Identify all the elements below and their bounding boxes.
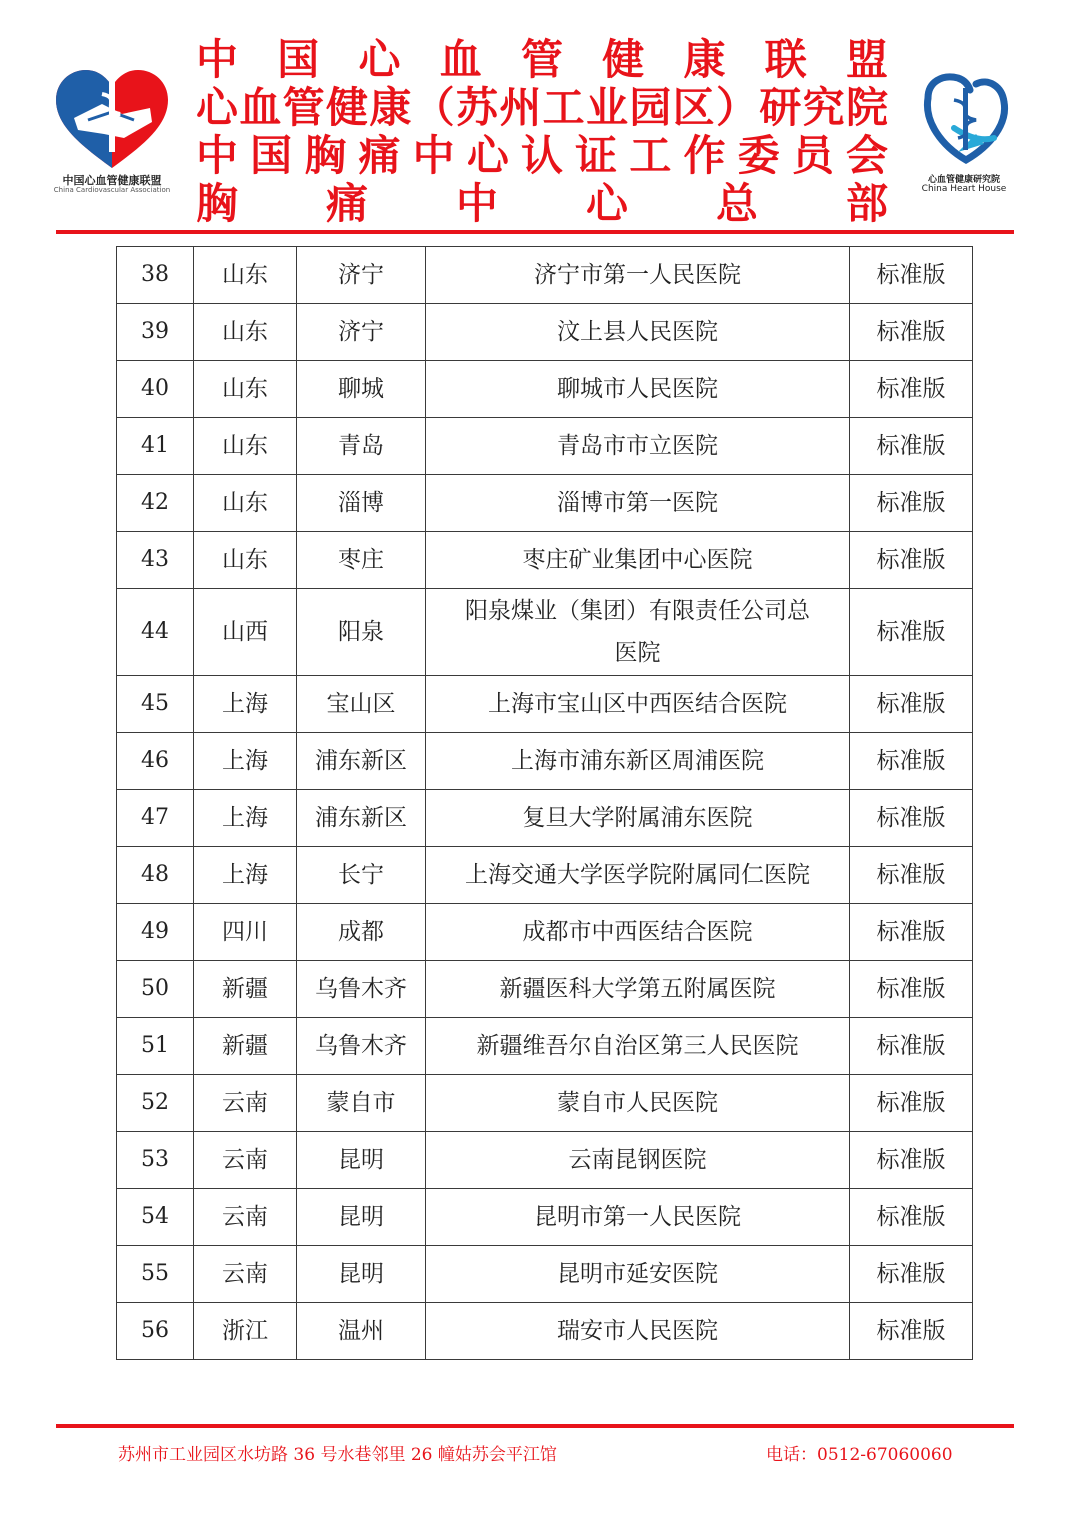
cell-hospital: 蒙自市人民医院	[426, 1075, 850, 1132]
title-line-4: 胸痛中心总部	[196, 180, 888, 228]
cell-province: 云南	[194, 1132, 297, 1189]
cell-hospital: 上海市浦东新区周浦医院	[426, 733, 850, 790]
cell-city: 淄博	[297, 475, 426, 532]
cell-number: 48	[117, 847, 194, 904]
cell-hospital: 枣庄矿业集团中心医院	[426, 532, 850, 589]
cell-city: 济宁	[297, 247, 426, 304]
cell-number: 44	[117, 589, 194, 676]
cell-city: 长宁	[297, 847, 426, 904]
china-heart-house-logo	[914, 72, 1014, 202]
cell-number: 54	[117, 1189, 194, 1246]
cell-city: 宝山区	[297, 676, 426, 733]
heart-handshake-icon	[52, 68, 172, 172]
cell-province: 浙江	[194, 1303, 297, 1360]
cell-number: 46	[117, 733, 194, 790]
cell-version: 标准版	[850, 1246, 973, 1303]
table-row	[117, 589, 973, 676]
cell-number: 50	[117, 961, 194, 1018]
cell-number: 43	[117, 532, 194, 589]
cell-number: 49	[117, 904, 194, 961]
cell-version: 标准版	[850, 904, 973, 961]
cell-number: 55	[117, 1246, 194, 1303]
cell-hospital: 瑞安市人民医院	[426, 1303, 850, 1360]
cell-province: 山东	[194, 532, 297, 589]
footer-red-rule	[56, 1424, 1014, 1428]
title-line-1: 中国心血管健康联盟	[196, 36, 888, 84]
cell-hospital: 汶上县人民医院	[426, 304, 850, 361]
title-line-3: 中国胸痛中心认证工作委员会	[196, 132, 888, 180]
cell-version: 标准版	[850, 532, 973, 589]
table-row	[117, 1303, 973, 1360]
cell-hospital: 济宁市第一人民医院	[426, 247, 850, 304]
cell-number: 42	[117, 475, 194, 532]
logo-left-cn-name: 中国心血管健康联盟	[62, 174, 162, 187]
logo-right-cn-name: 心血管健康研究院	[927, 175, 1000, 185]
cell-hospital: 新疆医科大学第五附属医院	[426, 961, 850, 1018]
cell-number: 38	[117, 247, 194, 304]
cell-province: 山东	[194, 475, 297, 532]
cell-hospital: 云南昆钢医院	[426, 1132, 850, 1189]
heart-caduceus-icon	[914, 72, 1014, 170]
cell-version: 标准版	[850, 676, 973, 733]
cell-version: 标准版	[850, 733, 973, 790]
cell-city: 乌鲁木齐	[297, 1018, 426, 1075]
table-row	[117, 304, 973, 361]
cell-version: 标准版	[850, 1303, 973, 1360]
table-row	[117, 904, 973, 961]
cell-city: 青岛	[297, 418, 426, 475]
cell-version: 标准版	[850, 847, 973, 904]
cell-city: 昆明	[297, 1132, 426, 1189]
table-row	[117, 676, 973, 733]
cell-province: 新疆	[194, 961, 297, 1018]
cell-version: 标准版	[850, 1018, 973, 1075]
table-row	[117, 961, 973, 1018]
cell-version: 标准版	[850, 304, 973, 361]
cell-city: 昆明	[297, 1189, 426, 1246]
cell-province: 山东	[194, 304, 297, 361]
cell-number: 52	[117, 1075, 194, 1132]
cell-province: 云南	[194, 1246, 297, 1303]
china-cardiovascular-association-logo	[52, 68, 172, 198]
cell-version: 标准版	[850, 475, 973, 532]
cell-province: 山东	[194, 418, 297, 475]
cell-version: 标准版	[850, 589, 973, 676]
logo-left-en-name: China Cardiovascular Association	[53, 186, 171, 194]
title-line-2: 心血管健康（苏州工业园区）研究院	[196, 84, 888, 132]
cell-province: 上海	[194, 676, 297, 733]
cell-hospital: 聊城市人民医院	[426, 361, 850, 418]
cell-version: 标准版	[850, 961, 973, 1018]
cell-version: 标准版	[850, 1075, 973, 1132]
cell-city: 浦东新区	[297, 790, 426, 847]
cell-version: 标准版	[850, 418, 973, 475]
footer-address: 苏州市工业园区水坊路 36 号水巷邻里 26 幢姑苏会平江馆	[118, 1445, 557, 1465]
cell-hospital: 昆明市第一人民医院	[426, 1189, 850, 1246]
table-body	[117, 247, 973, 1360]
cell-city: 枣庄	[297, 532, 426, 589]
cell-number: 51	[117, 1018, 194, 1075]
letterhead-titles	[196, 36, 888, 228]
cell-province: 云南	[194, 1189, 297, 1246]
cell-city: 温州	[297, 1303, 426, 1360]
table-row	[117, 1075, 973, 1132]
cell-province: 新疆	[194, 1018, 297, 1075]
cell-number: 53	[117, 1132, 194, 1189]
cell-city: 昆明	[297, 1246, 426, 1303]
cell-hospital: 阳泉煤业（集团）有限责任公司总医院	[426, 589, 850, 676]
table-row	[117, 1246, 973, 1303]
cell-city: 浦东新区	[297, 733, 426, 790]
header-red-rule	[56, 230, 1014, 234]
cell-number: 47	[117, 790, 194, 847]
cell-version: 标准版	[850, 361, 973, 418]
cell-hospital: 昆明市延安医院	[426, 1246, 850, 1303]
cell-hospital: 新疆维吾尔自治区第三人民医院	[426, 1018, 850, 1075]
table-row	[117, 1132, 973, 1189]
cell-province: 云南	[194, 1075, 297, 1132]
cell-province: 上海	[194, 847, 297, 904]
table-row	[117, 1189, 973, 1246]
table-row	[117, 361, 973, 418]
cell-province: 上海	[194, 790, 297, 847]
cell-city: 蒙自市	[297, 1075, 426, 1132]
cell-number: 56	[117, 1303, 194, 1360]
cell-province: 四川	[194, 904, 297, 961]
cell-hospital: 上海市宝山区中西医结合医院	[426, 676, 850, 733]
cell-version: 标准版	[850, 790, 973, 847]
cell-province: 山东	[194, 361, 297, 418]
table-row	[117, 475, 973, 532]
cell-province: 上海	[194, 733, 297, 790]
hospital-list-table	[116, 246, 972, 1360]
cell-city: 成都	[297, 904, 426, 961]
cell-number: 41	[117, 418, 194, 475]
table-row	[117, 418, 973, 475]
cell-number: 40	[117, 361, 194, 418]
table-row	[117, 733, 973, 790]
table-row	[117, 247, 973, 304]
cell-hospital: 复旦大学附属浦东医院	[426, 790, 850, 847]
table-row	[117, 790, 973, 847]
cell-hospital: 青岛市市立医院	[426, 418, 850, 475]
table-row	[117, 1018, 973, 1075]
cell-province: 山东	[194, 247, 297, 304]
cell-province: 山西	[194, 589, 297, 676]
cell-city: 济宁	[297, 304, 426, 361]
cell-city: 聊城	[297, 361, 426, 418]
cell-city: 乌鲁木齐	[297, 961, 426, 1018]
hospital-table	[116, 246, 973, 1360]
cell-city: 阳泉	[297, 589, 426, 676]
cell-hospital: 上海交通大学医学院附属同仁医院	[426, 847, 850, 904]
cell-hospital: 淄博市第一医院	[426, 475, 850, 532]
letterhead	[0, 0, 1080, 236]
cell-version: 标准版	[850, 247, 973, 304]
cell-version: 标准版	[850, 1132, 973, 1189]
cell-version: 标准版	[850, 1189, 973, 1246]
table-row	[117, 847, 973, 904]
cell-number: 45	[117, 676, 194, 733]
logo-right-en-name: China Heart House	[921, 184, 1007, 194]
table-row	[117, 532, 973, 589]
cell-hospital: 成都市中西医结合医院	[426, 904, 850, 961]
footer-phone: 电话：0512-67060060	[766, 1445, 953, 1465]
cell-number: 39	[117, 304, 194, 361]
